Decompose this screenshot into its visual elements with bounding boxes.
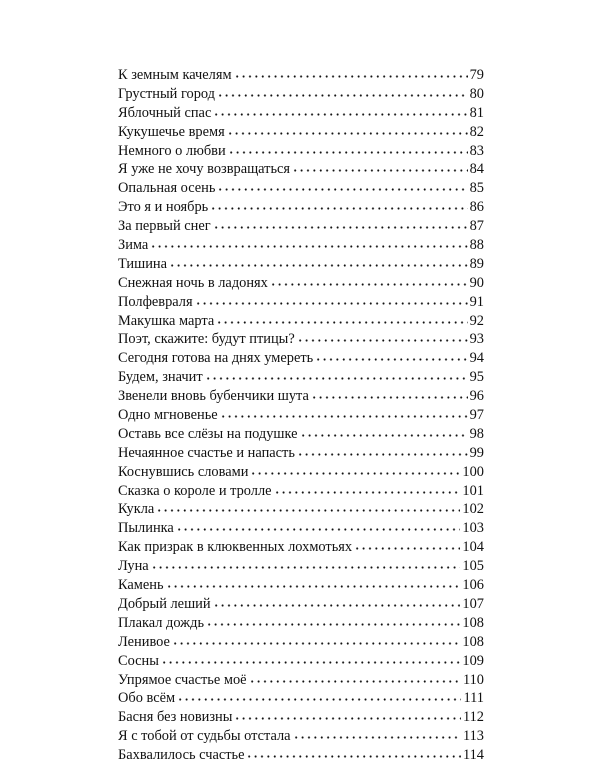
toc-entry xyxy=(118,576,484,595)
toc-entry-title: Нечаянное счастье и напасть xyxy=(118,444,295,461)
toc-entry-page-number: 94 xyxy=(469,350,484,367)
dot-leader xyxy=(217,94,468,97)
dot-leader xyxy=(213,226,468,229)
dot-leader xyxy=(228,151,468,154)
toc-entry-page-number: 86 xyxy=(469,199,484,216)
dot-leader xyxy=(166,585,461,588)
dot-leader xyxy=(315,358,467,361)
toc-entry-title: К земным качелям xyxy=(118,67,232,83)
toc-entry xyxy=(118,463,484,482)
toc-entry xyxy=(118,312,484,331)
toc-entry-title: Сосны xyxy=(118,652,159,669)
dot-leader xyxy=(176,528,461,531)
toc-entry-page-number: 92 xyxy=(469,312,484,329)
toc-entry-page-number: 101 xyxy=(462,482,484,499)
dot-leader xyxy=(205,377,468,380)
toc-entry-page-number: 99 xyxy=(469,444,484,461)
toc-entry xyxy=(118,293,484,312)
dot-leader xyxy=(274,491,461,494)
toc-entry-title: Немного о любви xyxy=(118,142,226,159)
toc-entry-title: Яблочный спас xyxy=(118,104,212,121)
dot-leader xyxy=(206,623,460,626)
toc-entry-title: Зима xyxy=(118,237,149,254)
toc-entry-page-number: 90 xyxy=(469,274,484,291)
toc-entry-title: Как призрак в клюквенных лохмотьях xyxy=(118,539,353,556)
toc-entry xyxy=(118,330,484,349)
toc-entry-page-number: 100 xyxy=(462,463,484,480)
toc-entry xyxy=(118,444,484,463)
toc-entry-title: Тишина xyxy=(118,255,168,272)
toc-entry xyxy=(118,66,484,85)
dot-leader xyxy=(213,604,461,607)
toc-entry xyxy=(118,708,484,727)
toc-entry xyxy=(118,671,484,690)
toc-entry-page-number: 108 xyxy=(462,633,484,650)
toc-entry-page-number: 110 xyxy=(462,671,484,688)
dot-leader xyxy=(354,547,460,550)
toc-entry-title: Коснувшись словами xyxy=(118,463,249,480)
toc-entry-page-number: 84 xyxy=(469,161,484,178)
toc-entry-page-number: 114 xyxy=(462,747,484,764)
toc-entry-title: Макушка марта xyxy=(118,312,215,329)
toc-entry xyxy=(118,387,484,406)
toc-entry-page-number: 98 xyxy=(469,425,484,442)
dot-leader xyxy=(172,642,461,645)
dot-leader xyxy=(292,169,468,172)
toc-entry-page-number: 88 xyxy=(469,237,484,254)
toc-entry-page-number: 106 xyxy=(462,577,484,594)
toc-entry-title: Оставь все слёзы на подушке xyxy=(118,425,298,442)
toc-entry xyxy=(118,349,484,368)
toc-entry xyxy=(118,519,484,538)
dot-leader xyxy=(311,396,468,399)
toc-entry-page-number: 93 xyxy=(469,331,484,348)
dot-leader xyxy=(210,207,467,210)
toc-entry-page-number: 113 xyxy=(462,728,484,745)
toc-entry xyxy=(118,482,484,501)
toc-entry-title: Пылинка xyxy=(118,520,174,537)
toc-entry-title: Я с тобой от судьбы отстала xyxy=(118,728,291,745)
toc-entry-page-number: 97 xyxy=(469,407,484,424)
toc-entry-title: Кукла xyxy=(118,501,155,518)
toc-entry-title: Камень xyxy=(118,577,164,594)
toc-entry-title: Поэт, скажите: будут птицы? xyxy=(118,331,295,348)
dot-leader xyxy=(216,321,467,324)
toc-entry xyxy=(118,595,484,614)
dot-leader xyxy=(213,113,467,116)
toc-entry xyxy=(118,160,484,179)
toc-entry-title: Сегодня готова на днях умереть xyxy=(118,350,314,367)
toc-entry-title: Одно мгновенье xyxy=(118,407,218,424)
dot-leader xyxy=(156,509,460,512)
toc-entry-page-number: 91 xyxy=(469,293,484,310)
toc-entry-title: Сказка о короле и тролле xyxy=(118,482,272,499)
toc-entry-page-number: 103 xyxy=(462,520,484,537)
toc-entry xyxy=(118,652,484,671)
toc-entry xyxy=(118,217,484,236)
toc-entry-title: Будем, значит xyxy=(118,369,203,386)
dot-leader xyxy=(195,302,468,305)
toc-entry-page-number: 80 xyxy=(469,85,484,102)
toc-entry-title: Луна xyxy=(118,558,149,575)
toc-entry xyxy=(118,500,484,519)
toc-entry xyxy=(118,123,484,142)
toc-entry xyxy=(118,368,484,387)
dot-leader xyxy=(246,755,460,758)
toc-entry-page-number: 105 xyxy=(462,558,484,575)
toc-entry xyxy=(118,689,484,708)
toc-entry xyxy=(118,538,484,557)
toc-entry-page-number: 109 xyxy=(462,652,484,669)
toc-entry xyxy=(118,142,484,161)
toc-entry-title: Басня без новизны xyxy=(118,709,233,726)
dot-leader xyxy=(217,188,467,191)
toc-entry xyxy=(118,85,484,104)
toc-entry-title: Снежная ночь в ладонях xyxy=(118,274,268,291)
dot-leader xyxy=(270,283,468,286)
toc-entry-title: Звенели вновь бубенчики шута xyxy=(118,388,309,405)
dot-leader xyxy=(234,717,461,720)
dot-leader xyxy=(293,736,461,739)
dot-leader xyxy=(227,132,468,135)
toc-entry-title: Я уже не хочу возвращаться xyxy=(118,161,291,178)
toc-entry-page-number: 79 xyxy=(469,67,484,83)
dot-leader xyxy=(249,680,461,683)
dot-leader xyxy=(220,415,468,418)
toc-entry-title: Полфевраля xyxy=(118,293,193,310)
toc-entry xyxy=(118,179,484,198)
toc-entry-page-number: 89 xyxy=(469,255,484,272)
toc-entry-title: Это я и ноябрь xyxy=(118,199,209,216)
toc-entry-page-number: 95 xyxy=(469,369,484,386)
dot-leader xyxy=(297,453,468,456)
toc-entry-title: Упрямое счастье моё xyxy=(118,671,247,688)
toc-entry-page-number: 96 xyxy=(469,388,484,405)
toc-entry-title: Обо всём xyxy=(118,690,176,707)
toc-entry-page-number: 104 xyxy=(462,539,484,556)
toc-entry-title: Добрый леший xyxy=(118,595,211,612)
table-of-contents xyxy=(118,66,484,765)
toc-entry-title: Ленивое xyxy=(118,633,170,650)
dot-leader xyxy=(169,264,468,267)
toc-entry-page-number: 81 xyxy=(469,104,484,121)
toc-entry-page-number: 102 xyxy=(462,501,484,518)
toc-entry xyxy=(118,727,484,746)
dot-leader xyxy=(297,339,468,342)
toc-entry-title: Бахвалилось счастье xyxy=(118,747,245,764)
dot-leader xyxy=(150,245,467,248)
dot-leader xyxy=(250,472,460,475)
dot-leader xyxy=(161,661,460,664)
toc-entry-title: Опальная осень xyxy=(118,180,216,197)
toc-entry-page-number: 107 xyxy=(462,595,484,612)
toc-entry xyxy=(118,104,484,123)
toc-entry xyxy=(118,274,484,293)
toc-entry xyxy=(118,633,484,652)
toc-entry xyxy=(118,198,484,217)
toc-entry xyxy=(118,255,484,274)
toc-entry-title: Кукушечье время xyxy=(118,123,225,140)
toc-entry xyxy=(118,236,484,255)
toc-entry-title: За первый снег xyxy=(118,218,211,235)
toc-entry-title: Плакал дождь xyxy=(118,614,205,631)
dot-leader xyxy=(234,75,468,78)
dot-leader xyxy=(300,434,468,437)
toc-entry-page-number: 87 xyxy=(469,218,484,235)
toc-entry-page-number: 111 xyxy=(463,690,484,707)
toc-entry-title: Грустный город xyxy=(118,85,215,102)
toc-entry xyxy=(118,406,484,425)
toc-entry xyxy=(118,614,484,633)
toc-entry xyxy=(118,557,484,576)
toc-entry-page-number: 108 xyxy=(462,614,484,631)
toc-entry-page-number: 85 xyxy=(469,180,484,197)
toc-entry-page-number: 112 xyxy=(462,709,484,726)
toc-entry-page-number: 83 xyxy=(469,142,484,159)
toc-entry xyxy=(118,746,484,765)
toc-entry-page-number: 82 xyxy=(469,123,484,140)
dot-leader xyxy=(151,566,461,569)
dot-leader xyxy=(177,698,461,701)
toc-entry xyxy=(118,425,484,444)
